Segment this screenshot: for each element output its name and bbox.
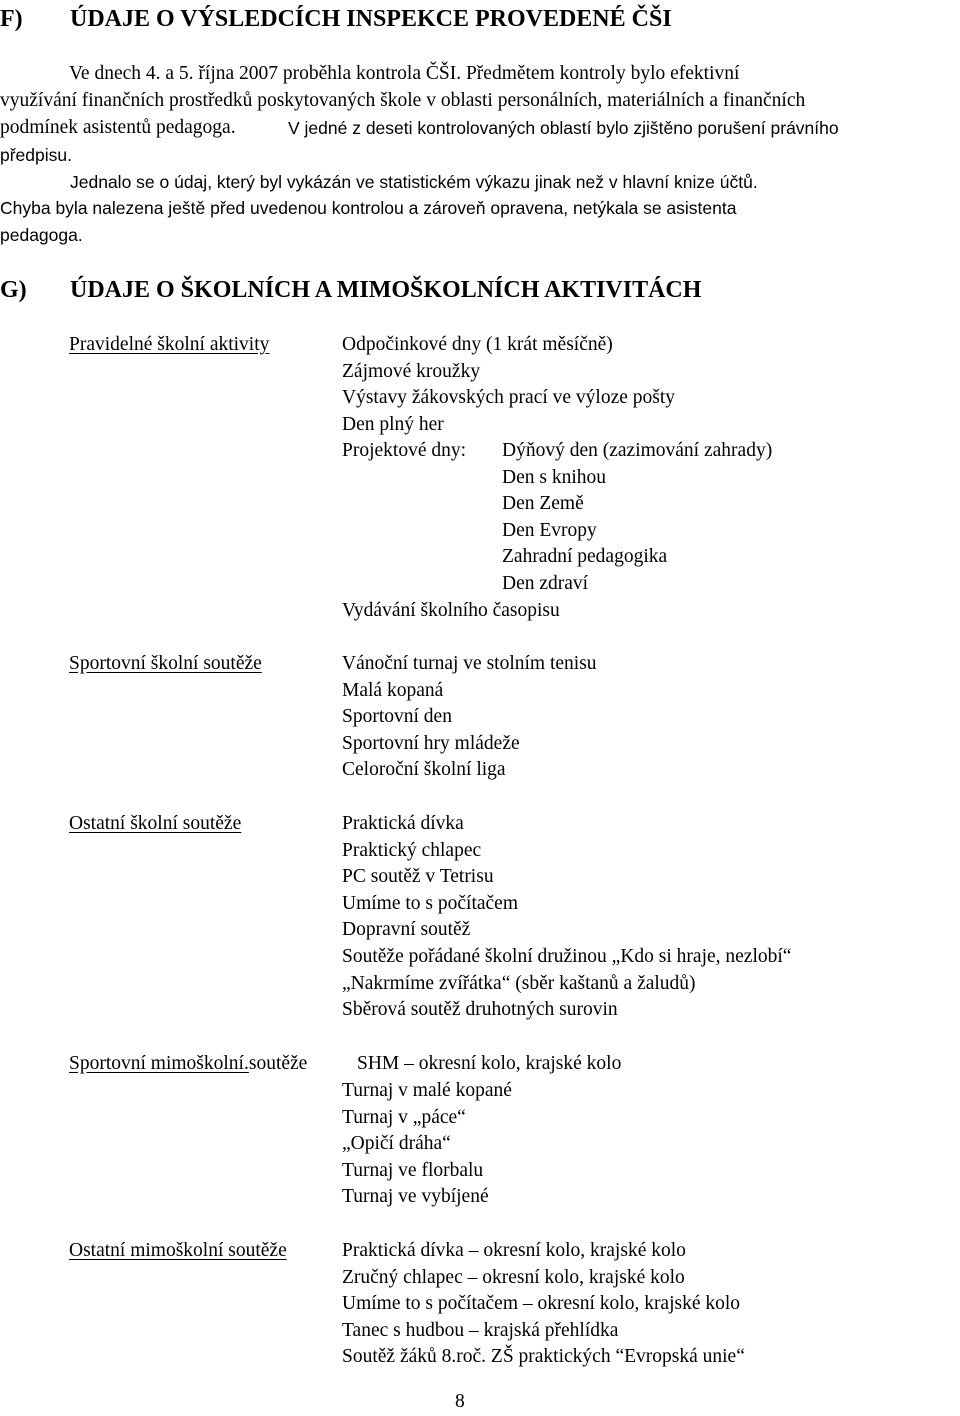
regular-activities-list xyxy=(342,332,675,438)
list-item: Umíme to s počítačem – okresní kolo, krajské kolo xyxy=(342,1293,741,1315)
list-item: Zručný chlapec – okresní kolo, krajské kolo xyxy=(342,1266,685,1288)
list-item: Dýňový den (zazimování zahrady) xyxy=(502,440,773,461)
list-item: Turnaj ve vybíjené xyxy=(342,1186,489,1208)
sport-outside-label-row xyxy=(69,1051,307,1078)
section-g-letter: G) xyxy=(0,277,27,303)
project-days-label: Projektové dny: xyxy=(342,440,467,461)
list-item: Zahradní pedagogika xyxy=(502,546,668,568)
list-item: Sběrová soutěž druhotných surovin xyxy=(342,999,618,1021)
list-item: Malá kopaná xyxy=(342,679,444,701)
sport-outside-first-item: SHM – okresní kolo, krajské kolo xyxy=(357,1053,622,1074)
other-school-label: Ostatní školní soutěže xyxy=(69,813,242,834)
list-item: Turnaj v „páce“ xyxy=(342,1106,466,1128)
list-item: Den s knihou xyxy=(502,466,606,488)
list-item: Vánoční turnaj ve stolním tenisu xyxy=(342,653,597,674)
section-g-title: ÚDAJE O ŠKOLNÍCH A MIMOŠKOLNÍCH AKTIVITÁCH xyxy=(70,277,702,303)
sport-outside-label-suffix: soutěže xyxy=(248,1053,308,1074)
sport-school-label: Sportovní školní soutěže xyxy=(69,653,262,674)
school-magazine-item: Vydávání školního časopisu xyxy=(342,600,560,621)
list-item: Dopravní soutěž xyxy=(342,919,471,941)
list-item: Výstavy žákovských prací ve výloze pošty xyxy=(342,387,676,409)
section-f-letter: F) xyxy=(0,6,23,32)
other-outside-label: Ostatní mimoškolní soutěže xyxy=(69,1240,287,1261)
list-item: Umíme to s počítačem xyxy=(342,892,518,914)
section-f-p3-line1: Chyba byla nalezena ještě před uvedenou kontrolou a zároveň opravena, netýkala se asistenta xyxy=(0,198,737,218)
list-item: Odpočinkové dny (1 krát měsíčně) xyxy=(342,334,613,355)
list-item: Turnaj ve florbalu xyxy=(342,1159,484,1181)
list-item: Zájmové kroužky xyxy=(342,360,481,382)
sport-outside-list xyxy=(342,1078,512,1211)
list-item: Soutěže pořádané školní družinou „Kdo si hraje, nezlobí“ xyxy=(342,945,792,967)
section-f-p1-line4: předpisu. xyxy=(0,145,72,165)
section-f-p1-line3a: podmínek asistentů pedagoga. xyxy=(0,117,236,138)
sport-outside-label: Sportovní mimoškolní. xyxy=(69,1053,249,1074)
section-f-p1-line3b: V jedné z deseti kontrolovaných oblastí bylo zjištěno porušení právního xyxy=(288,118,839,138)
list-item: Celoroční školní liga xyxy=(342,759,506,781)
other-outside-list xyxy=(342,1238,745,1371)
list-item: Den plný her xyxy=(342,413,444,435)
list-item: PC soutěž v Tetrisu xyxy=(342,866,494,888)
list-item: Den zdraví xyxy=(502,572,589,594)
list-item: Soutěž žáků 8.roč. ZŠ praktických “Evropská unie“ xyxy=(342,1346,745,1368)
list-item: Praktický chlapec xyxy=(342,839,482,861)
list-item: Sportovní den xyxy=(342,706,452,728)
list-item: Turnaj v malé kopané xyxy=(342,1080,512,1101)
list-item: Sportovní hry mládeže xyxy=(342,732,520,754)
list-item: Den Evropy xyxy=(502,519,597,541)
section-f-p1-line1: Ve dnech 4. a 5. října 2007 proběhla kontrola ČŠI. Předmětem kontroly bylo efektivní xyxy=(69,63,740,84)
list-item: „Opičí dráha“ xyxy=(342,1133,451,1155)
project-days-list xyxy=(502,438,772,598)
section-f-p2: Jednalo se o údaj, který byl vykázán ve statistickém výkazu jinak než v hlavní knize účtů. xyxy=(70,172,758,192)
list-item: „Nakrmíme zvířátka“ (sběr kaštanů a žaludů) xyxy=(342,972,696,994)
section-f-title: ÚDAJE O VÝSLEDCÍCH INSPEKCE PROVEDENÉ ČŠI xyxy=(70,6,672,32)
section-f-p1-line2: využívání finančních prostředků poskytovaných škole v oblasti personálních, materiálních a finančních xyxy=(0,90,806,111)
page-number: 8 xyxy=(455,1391,465,1412)
list-item: Tanec s hudbou – krajská přehlídka xyxy=(342,1319,619,1341)
section-f-p3-line2: pedagoga. xyxy=(0,225,83,245)
list-item: Den Země xyxy=(502,493,584,515)
list-item: Praktická dívka – okresní kolo, krajské kolo xyxy=(342,1240,686,1261)
other-school-list xyxy=(342,811,791,1024)
regular-activities-label: Pravidelné školní aktivity xyxy=(69,334,270,355)
list-item: Praktická dívka xyxy=(342,813,464,834)
sport-school-list xyxy=(342,651,597,784)
